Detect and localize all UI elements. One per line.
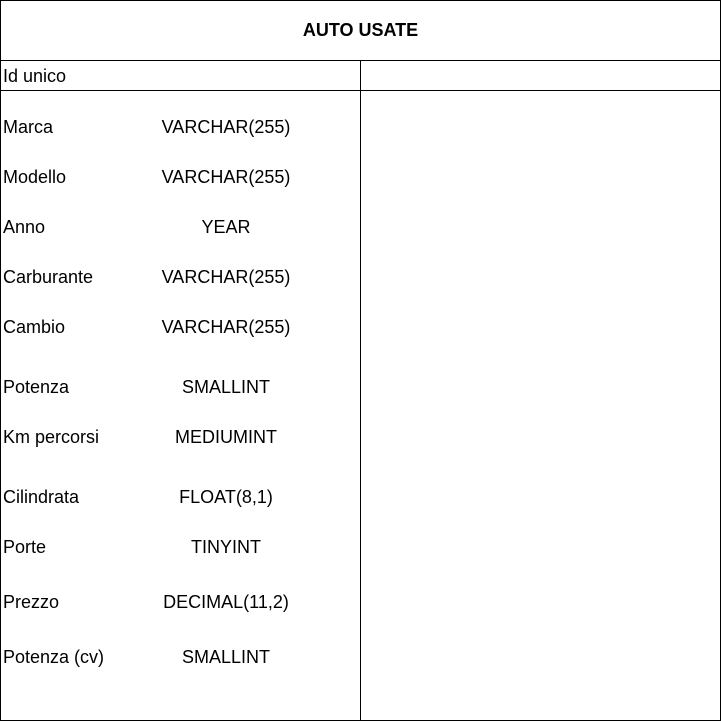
field-name-porte: Porte [3,537,47,557]
field-name-potenza: Potenza [3,377,70,397]
primary-key-label: Id unico [3,66,67,86]
field-type-cilindrata: FLOAT(8,1) [179,487,273,507]
field-type-marca: VARCHAR(255) [161,117,291,137]
field-type-anno: YEAR [201,217,251,237]
field-type-cambio: VARCHAR(255) [161,317,291,337]
field-type-modello: VARCHAR(255) [161,167,291,187]
primary-key-row [1,61,360,91]
field-name-cambio: Cambio [3,317,66,337]
field-name-carburante: Carburante [3,267,94,287]
field-name-marca: Marca [3,117,54,137]
field-name-km-percorsi: Km percorsi [3,427,100,447]
field-type-carburante: VARCHAR(255) [161,267,291,287]
field-name-cilindrata: Cilindrata [3,487,80,507]
field-name-modello: Modello [3,167,67,187]
field-type-potenza-cv: SMALLINT [181,647,271,667]
field-name-prezzo: Prezzo [3,592,60,612]
field-name-potenza-cv: Potenza (cv) [3,647,105,667]
field-type-km-percorsi: MEDIUMINT [175,427,277,447]
field-name-anno: Anno [3,217,46,237]
table-title: AUTO USATE [1,1,720,61]
field-type-porte: TINYINT [191,537,261,557]
field-type-potenza: SMALLINT [181,377,271,397]
field-type-prezzo: DECIMAL(11,2) [163,592,289,612]
primary-key-row-right-cell [361,61,720,91]
column-divider [360,61,361,720]
